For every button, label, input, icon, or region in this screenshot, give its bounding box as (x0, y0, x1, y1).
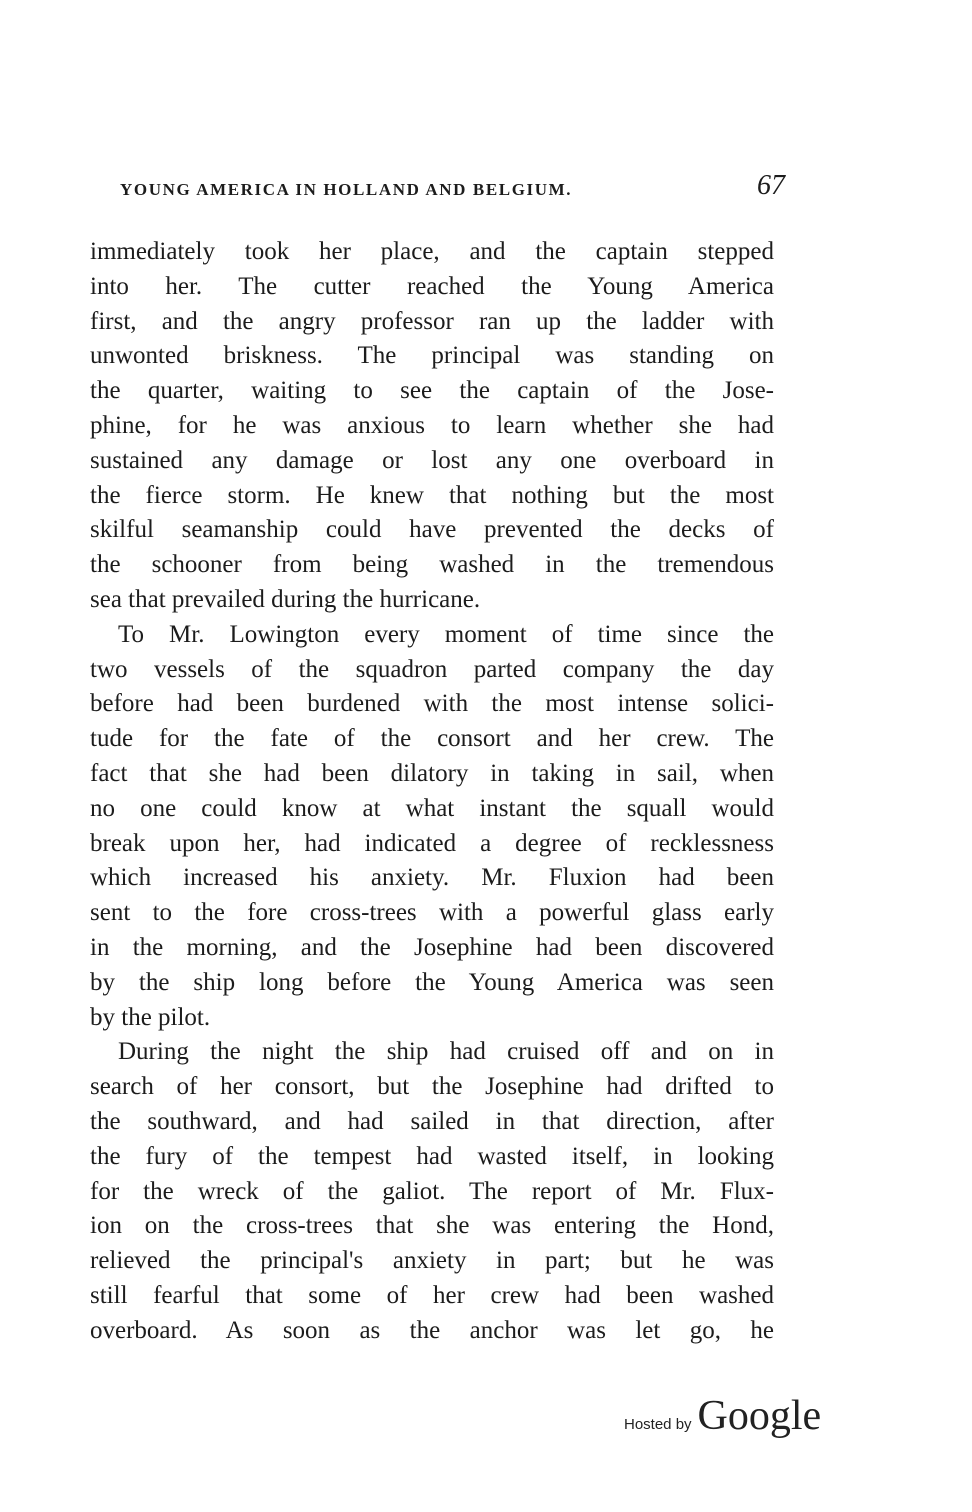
text-line: which increased his anxiety. Mr. Fluxion had been (90, 864, 774, 892)
text-line: the southward, and had sailed in that direction, after (90, 1107, 774, 1135)
text-line: sustained any damage or lost any one overboard in (90, 446, 774, 474)
paragraph-2 (90, 618, 774, 1036)
text-line: no one could know at what instant the squall would (90, 794, 774, 822)
hosted-by-label: Hosted by (624, 1416, 692, 1433)
text-line: ion on the cross-trees that she was entering the Hond, (90, 1212, 774, 1240)
text-line: During the night the ship had cruised off and on in (118, 1038, 774, 1066)
text-line: relieved the principal's anxiety in part; but he was (90, 1247, 774, 1275)
text-line: fact that she had been dilatory in taking in sail, when (90, 759, 774, 787)
text-line: phine, for he was anxious to learn whether she had (90, 411, 774, 439)
text-line: the fury of the tempest had wasted itself, in looking (90, 1142, 774, 1170)
text-line: skilful seamanship could have prevented the decks of (90, 516, 774, 544)
text-line: tude for the fate of the consort and her crew. The (90, 725, 774, 753)
text-line: sent to the fore cross-trees with a powerful glass early (90, 899, 774, 927)
text-line: into her. The cutter reached the Young America (90, 272, 774, 300)
body-text (90, 235, 774, 1349)
page-number: 67 (757, 170, 785, 201)
text-line: before had been burdened with the most intense solici- (90, 690, 774, 718)
running-title: YOUNG AMERICA IN HOLLAND AND BELGIUM. (120, 180, 573, 199)
text-line: still fearful that some of her crew had been washed (90, 1281, 774, 1309)
google-logo: Google (697, 1393, 822, 1439)
text-line: overboard. As soon as the anchor was let go, he (90, 1316, 774, 1344)
text-line: sea that prevailed during the hurricane. (90, 585, 481, 613)
text-line: immediately took her place, and the captain stepped (90, 238, 774, 265)
paragraph-3 (90, 1035, 774, 1348)
text-line: in the morning, and the Josephine had been discovered (90, 933, 774, 961)
hosted-by-google-watermark (624, 1392, 821, 1444)
text-line: for the wreck of the galiot. The report of Mr. Flux- (90, 1177, 774, 1205)
text-line: break upon her, had indicated a degree of recklessness (90, 829, 774, 857)
text-line: by the pilot. (90, 1003, 211, 1031)
text-line: first, and the angry professor ran up the ladder with (90, 307, 774, 335)
text-line: unwonted briskness. The principal was standing on (90, 342, 774, 370)
paragraph-1 (90, 235, 774, 618)
text-line: To Mr. Lowington every moment of time since the (118, 620, 774, 648)
text-line: the fierce storm. He knew that nothing but the most (90, 481, 774, 509)
text-line: the schooner from being washed in the tremendous (90, 551, 774, 579)
text-line: two vessels of the squadron parted company the day (90, 655, 774, 683)
text-line: search of her consort, but the Josephine had drifted to (90, 1073, 774, 1101)
text-line: the quarter, waiting to see the captain of the Jose- (90, 377, 774, 405)
running-head (120, 170, 785, 210)
text-line: by the ship long before the Young America was seen (90, 968, 774, 996)
